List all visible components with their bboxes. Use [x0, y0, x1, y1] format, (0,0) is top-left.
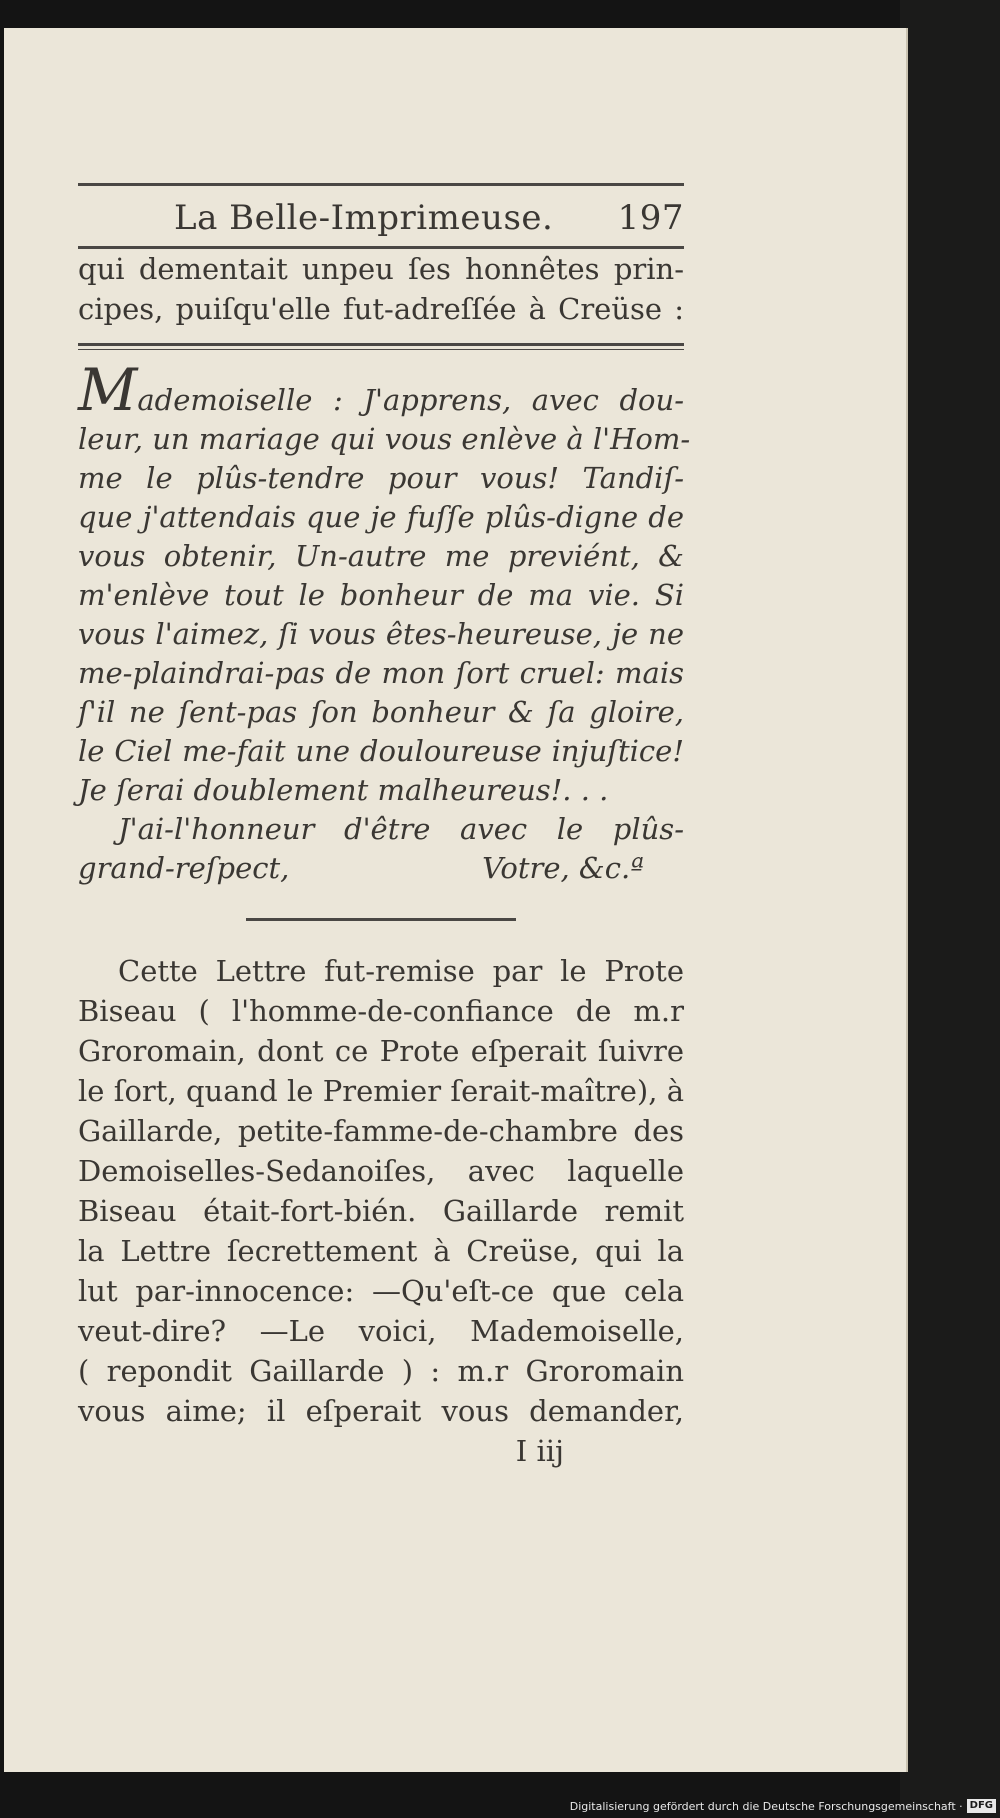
body-paragraph — [78, 951, 684, 1431]
text-line: Biseau ( l'homme-de-confiance de m.r — [78, 994, 684, 1028]
text-line: me le plûs-tendre pour vous! Tandiſ- — [78, 461, 684, 495]
intro-paragraph — [78, 249, 684, 329]
letter-end-rule — [246, 918, 516, 921]
text-line: veut-dire? —Le voici, Mademoiselle, — [78, 1314, 684, 1348]
catchword: I iij — [515, 1434, 564, 1468]
text-line: ſ'il ne ſent-pas ſon bonheur & ſa gloire, — [78, 695, 684, 729]
letter-closing: J'ai-l'honneur d'être avec le plûs- — [118, 812, 684, 846]
letter-signature: grand-reſpect, Votre, &c.ª — [78, 851, 644, 885]
book-page — [4, 28, 908, 1772]
text-line: Groromain, dont ce Prote eſperait ſuivre — [78, 1034, 684, 1068]
text-block — [78, 183, 691, 1471]
credit-text: Digitalisierung gefördert durch die Deutsche Forschungsgemeinschaft · — [569, 1799, 963, 1813]
drop-cap: M — [78, 356, 138, 424]
text-line: la Lettre ſecrettement à Creüse, qui la — [78, 1234, 684, 1268]
text-line: vous aime; il eſperait vous demander, — [78, 1394, 684, 1428]
text-line: vous obtenir, Un-autre me previént, & — [78, 539, 684, 573]
text-line: m'enlève tout le bonheur de ma vie. Si — [78, 578, 684, 612]
text-line: Je ſerai doublement malheureus!. . . — [78, 773, 609, 807]
text-line: ( repondit Gaillarde ) : m.r Groromain — [78, 1354, 684, 1388]
section-divider — [78, 343, 684, 350]
text-line: qui dementait unpeu ſes honnêtes prin- — [78, 252, 684, 286]
text-line: me-plaindrai-pas de mon ſort cruel: mais — [78, 656, 684, 690]
text-line: que j'attendais que je fuſſe plûs-digne de — [78, 500, 684, 534]
header-rule-top — [78, 183, 684, 186]
text-line: Gaillarde, petite-famme-de-chambre des — [78, 1114, 684, 1148]
running-title: La Belle-Imprimeuse. — [174, 198, 554, 238]
dfg-logo: DFG — [967, 1799, 996, 1813]
text-line: Demoiselles-Sedanoiſes, avec laquelle — [78, 1154, 684, 1188]
text-line: Mademoiselle : J'apprens, avec dou- — [78, 356, 684, 424]
running-header — [78, 198, 684, 238]
text-line: lut par-innocence: —Qu'eſt-ce que cela — [78, 1274, 684, 1308]
text-line: le Ciel me-fait une douloureuse injuſtice! — [78, 734, 684, 768]
letter-text — [78, 356, 691, 888]
text-line: cipes, puiſqu'elle fut-adreſſée à Creüse : — [78, 292, 684, 326]
digitization-credit — [570, 1798, 996, 1814]
page-number: 197 — [617, 198, 684, 238]
background-edge — [900, 0, 1000, 1818]
text-line: leur, un mariage qui vous enlève à l'Hom- — [78, 422, 691, 456]
text-line: le ſort, quand le Premier ſerait-maître), à — [78, 1074, 684, 1108]
text-line: Biseau était-fort-bién. Gaillarde remit — [78, 1194, 684, 1228]
text-line: vous l'aimez, ſi vous êtes-heureuse, je ne — [78, 617, 684, 651]
text-line: Cette Lettre fut-remise par le Prote — [118, 954, 684, 988]
